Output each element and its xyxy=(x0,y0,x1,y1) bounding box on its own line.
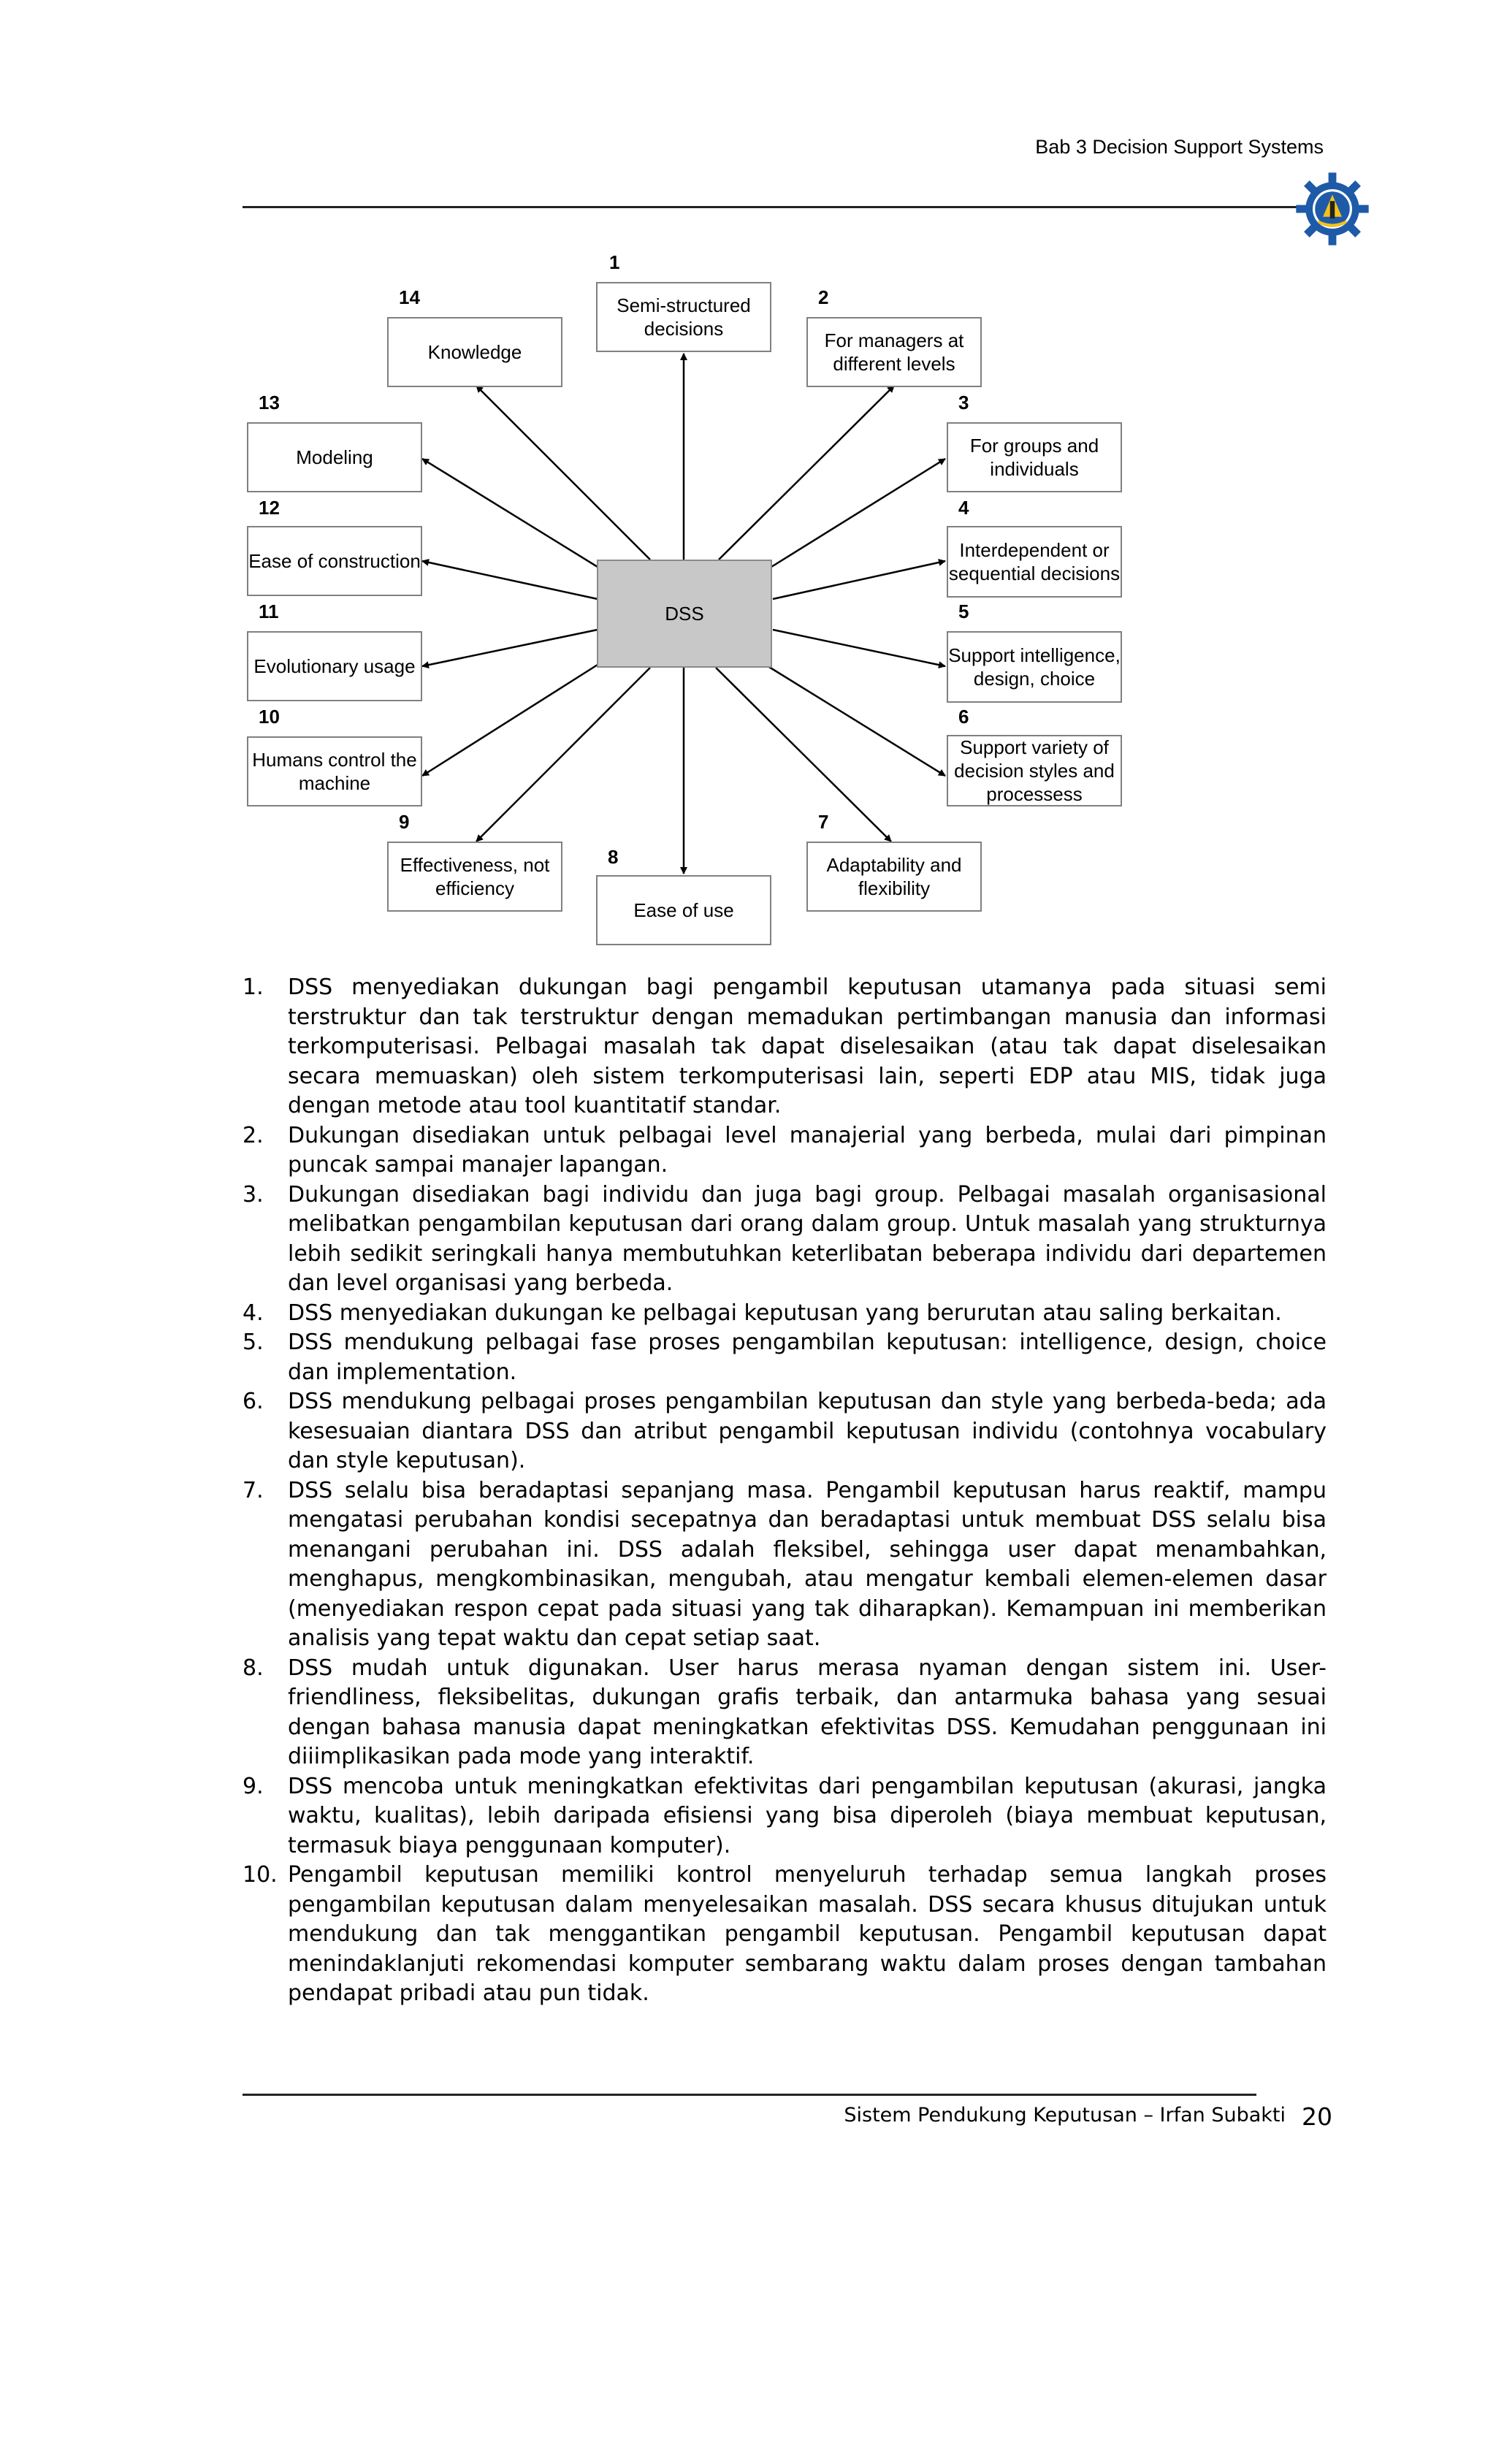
item-number: 2 xyxy=(818,286,829,308)
box-humans-control: Humans control the machine xyxy=(247,736,422,806)
box-for-managers: For managers at different levels xyxy=(806,317,982,387)
item-number: 11 xyxy=(259,600,279,622)
box-evolutionary-usage: Evolutionary usage xyxy=(247,631,422,701)
list-item xyxy=(243,1476,1327,1654)
dss-center-box: DSS xyxy=(597,560,772,668)
footer-text: Sistem Pendukung Keputusan – Irfan Subakti xyxy=(844,2104,1286,2127)
diagram-arrows xyxy=(0,0,1496,964)
box-ease-of-construction: Ease of construction xyxy=(247,526,422,596)
arrow-11 xyxy=(422,630,598,666)
list-item-text: DSS mendukung pelbagai fase proses pengambilan keputusan: intelligence, design, choice dan implementation. xyxy=(288,1330,1327,1385)
item-number: 1 xyxy=(609,251,620,273)
list-item-number: 7. xyxy=(243,1477,264,1503)
arrow-10 xyxy=(422,665,598,776)
box-interdependent-decisions: Interdependent or sequential decisions xyxy=(947,526,1122,598)
list-item-number: 9. xyxy=(243,1773,264,1799)
arrow-12 xyxy=(422,561,598,599)
list-item-text: Dukungan disediakan bagi individu dan juga bagi group. Pelbagai masalah organisasional melibatkan pengambilan keputusan dari orang dalam group. Untuk masalah yang strukturnya lebih sedikit seringkali hanya membutuhkan keterlibatan beberapa individu dari departemen dan level organisasi yang berbeda. xyxy=(288,1181,1327,1296)
arrow-4 xyxy=(773,561,945,599)
arrow-7 xyxy=(716,668,891,842)
item-number: 5 xyxy=(958,600,969,622)
list-item-number: 4. xyxy=(243,1300,264,1326)
list-item-number: 8. xyxy=(243,1655,264,1681)
list-item-number: 2. xyxy=(243,1122,264,1148)
list-item-text: Pengambil keputusan memiliki kontrol menyeluruh terhadap semua langkah proses pengambilan keputusan dalam menyelesaikan masalah. DSS secara khusus ditujukan untuk mendukung dan tak menggantikan pengambil keputusan. Pengambil keputusan dapat menindaklanjuti rekomendasi komputer sembarang waktu dalam proses dengan tambahan pendapat pribadi atau pun tidak. xyxy=(288,1862,1327,2006)
arrow-13 xyxy=(422,459,598,567)
list-item xyxy=(243,1387,1327,1476)
item-number: 10 xyxy=(259,706,280,728)
box-groups-individuals: For groups and individuals xyxy=(947,422,1122,492)
list-item xyxy=(243,1861,1327,2009)
list-item-number: 5. xyxy=(243,1330,264,1355)
item-number: 14 xyxy=(399,286,420,308)
box-modeling: Modeling xyxy=(247,422,422,492)
box-effectiveness: Effectiveness, not efficiency xyxy=(387,842,562,912)
box-semi-structured-decisions: Semi-structured decisions xyxy=(596,282,771,352)
header-title: Bab 3 Decision Support Systems xyxy=(1035,136,1324,158)
box-knowledge: Knowledge xyxy=(387,317,562,387)
list-item xyxy=(243,1180,1327,1299)
arrow-9 xyxy=(476,668,650,842)
arrow-14 xyxy=(476,386,650,560)
list-item-number: 1. xyxy=(243,974,264,1000)
list-item xyxy=(243,973,1327,1121)
list-item-number: 10. xyxy=(243,1862,278,1888)
list-item xyxy=(243,1121,1327,1180)
arrow-3 xyxy=(771,459,945,567)
characteristics-list xyxy=(243,973,1327,2009)
item-number: 7 xyxy=(818,811,829,833)
item-number: 12 xyxy=(259,497,280,519)
box-adaptability: Adaptability and flexibility xyxy=(806,842,982,912)
list-item-number: 3. xyxy=(243,1181,264,1208)
list-item xyxy=(243,1328,1327,1387)
dss-characteristics-diagram xyxy=(0,0,1496,964)
list-item-text: DSS selalu bisa beradaptasi sepanjang masa. Pengambil keputusan harus reaktif, mampu mengatasi perubahan kondisi secepatnya dan beradaptasi untuk membuat DSS selalu bisa menangani perubahan ini. DSS adalah fleksibel, sehingga user dapat menambahkan, menghapus, mengkombinasikan, mengubah, atau mengatur kembali elemen-elemen dasar (menyediakan respon cepat pada situasi yang tak diharapkan). Kemampuan ini memberikan analisis yang tepat waktu dan cepat setiap saat. xyxy=(288,1477,1327,1651)
box-support-variety: Support variety of decision styles and processess xyxy=(947,735,1122,806)
list-item-text: DSS menyediakan dukungan ke pelbagai keputusan yang berurutan atau saling berkaitan. xyxy=(288,1300,1282,1326)
list-item-text: DSS mencoba untuk meningkatkan efektivitas dari pengambilan keputusan (akurasi, jangka waktu, kualitas), lebih daripada efisiensi yang bisa diperoleh (biaya membuat keputusan, termasuk biaya penggunaan komputer). xyxy=(288,1773,1327,1858)
list-item-text: Dukungan disediakan untuk pelbagai level manajerial yang berbeda, mulai dari pimpinan puncak sampai manajer lapangan. xyxy=(288,1122,1327,1178)
item-number: 13 xyxy=(259,392,280,413)
list-item xyxy=(243,1299,1327,1329)
arrow-6 xyxy=(766,665,945,776)
list-item-text: DSS mudah untuk digunakan. User harus merasa nyaman dengan sistem ini. User-friendliness, fleksibelitas, dukungan grafis terbaik, dan antarmuka bahasa yang sesuai dengan bahasa manusia dapat meningkatkan efektivitas DSS. Kemudahan penggunaan ini diiimplikasikan pada mode yang interaktif. xyxy=(288,1655,1327,1769)
list-item-text: DSS mendukung pelbagai proses pengambilan keputusan dan style yang berbeda-beda; ada kesesuaian diantara DSS dan atribut pengambil keputusan individu (contohnya vocabulary dan style keputusan). xyxy=(288,1389,1327,1473)
list-item-text: DSS menyediakan dukungan bagi pengambil keputusan utamanya pada situasi semi terstruktur dan tak terstruktur dengan memadukan pertimbangan manusia dan informasi terkomputerisasi. Pelbagai masalah tak dapat diselesaikan (atau tak dapat diselesaikan secara memuaskan) oleh sistem terkomputerisasi lain, seperti EDP atau MIS, tidak juga dengan metode atau tool kuantitatif standar. xyxy=(288,974,1327,1118)
list-item xyxy=(243,1654,1327,1772)
item-number: 3 xyxy=(958,392,969,413)
page-number: 20 xyxy=(1302,2102,1332,2131)
item-number: 8 xyxy=(608,846,619,868)
list-item xyxy=(243,1772,1327,1861)
list-item-number: 6. xyxy=(243,1389,264,1414)
item-number: 6 xyxy=(958,706,969,728)
item-number: 9 xyxy=(399,811,410,833)
box-ease-of-use: Ease of use xyxy=(596,875,771,945)
arrow-2 xyxy=(719,386,894,560)
arrow-5 xyxy=(773,630,945,666)
box-support-intelligence: Support intelligence, design, choice xyxy=(947,631,1122,703)
footer-rule xyxy=(243,2094,1256,2096)
item-number: 4 xyxy=(958,497,969,519)
